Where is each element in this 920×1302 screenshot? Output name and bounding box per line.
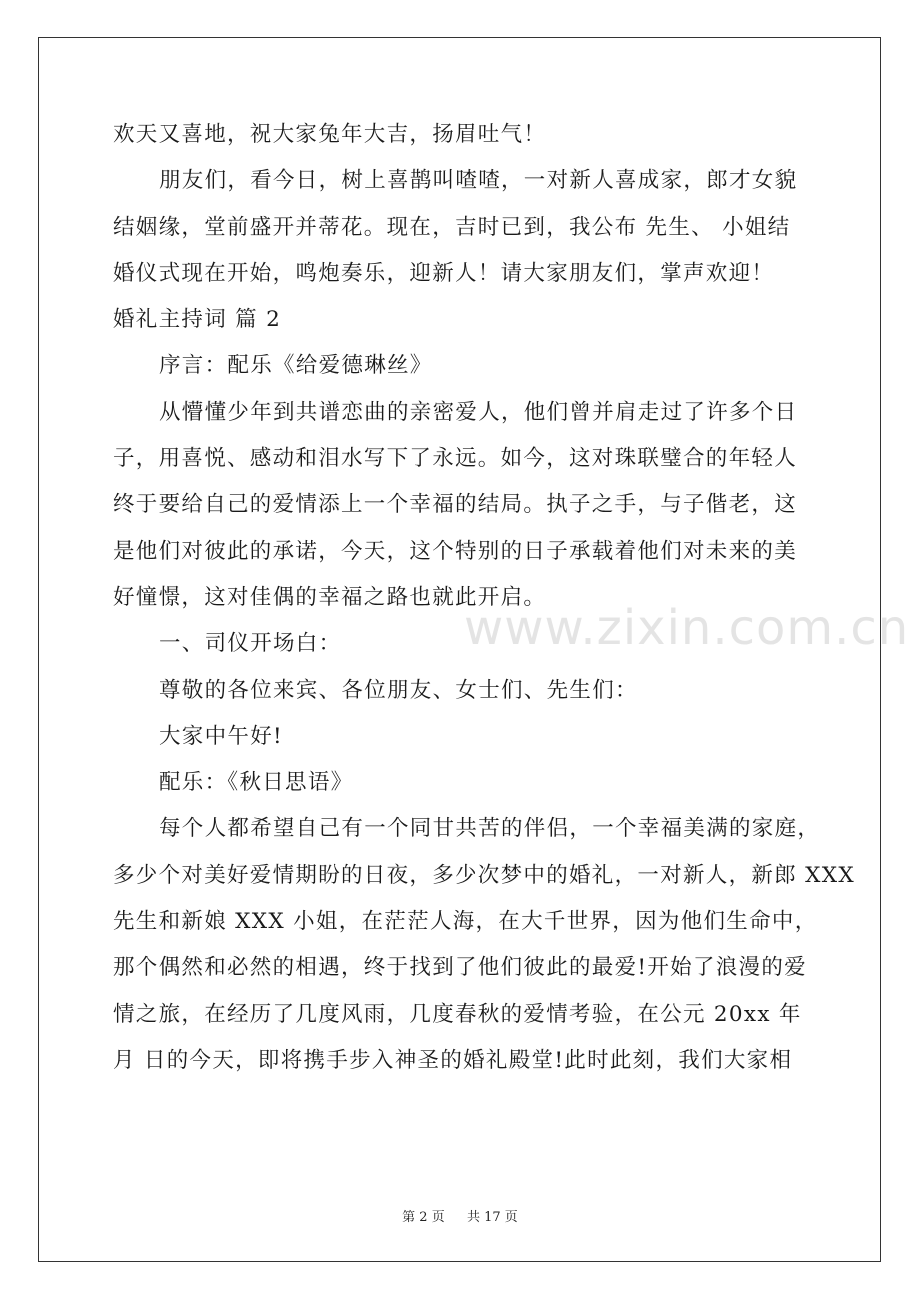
text-line: 好憧憬，这对佳偶的幸福之路也就此开启。 bbox=[113, 584, 547, 610]
text-line: 朋友们，看今日，树上喜鹊叫喳喳，一对新人喜成家，郎才女貌 bbox=[159, 168, 798, 194]
watermark: www.zixin.com.cn bbox=[464, 600, 910, 656]
text-line: 是他们对彼此的承诺，今天，这个特别的日子承载着他们对未来的美 bbox=[113, 538, 798, 564]
text-line: 大家中午好! bbox=[159, 723, 283, 749]
text-line: 婚礼主持词 篇 2 bbox=[113, 307, 282, 333]
text-line: 欢天又喜地，祝大家兔年大吉，扬眉吐气！ bbox=[113, 122, 547, 147]
text-line: 多少个对美好爱情期盼的日夜，多少次梦中的婚礼，一对新人，新郎 XXX bbox=[113, 862, 855, 888]
page-total: 共 17 页 bbox=[467, 1210, 518, 1225]
text-line: 子，用喜悦、感动和泪水写下了永远。如今，这对珠联璧合的年轻人 bbox=[113, 446, 798, 472]
page-number: 第 2 页 bbox=[402, 1210, 445, 1225]
text-line: 一、司仪开场白： bbox=[159, 631, 342, 657]
text-line: 先生和新娘 XXX 小姐，在茫茫人海，在大千世界，因为他们生命中， bbox=[113, 909, 818, 935]
text-line: 那个偶然和必然的相遇，终于找到了他们彼此的最爱!开始了浪漫的爱 bbox=[113, 955, 807, 981]
text-line: 从懵懂少年到共谱恋曲的亲密爱人，他们曾并肩走过了许多个日 bbox=[159, 399, 798, 425]
page-footer bbox=[0, 1206, 920, 1225]
text-line: 序言：配乐《给爱德琳丝》 bbox=[159, 353, 433, 379]
text-line: 月 日的今天，即将携手步入神圣的婚礼殿堂!此时此刻，我们大家相 bbox=[113, 1047, 793, 1073]
text-line: 配乐：《秋日思语》 bbox=[159, 770, 354, 796]
text-line: 每个人都希望自己有一个同甘共苦的伴侣，一个幸福美满的家庭， bbox=[159, 816, 821, 842]
text-line: 尊敬的各位来宾、各位朋友、女士们、先生们： bbox=[159, 677, 638, 703]
document-body bbox=[113, 112, 855, 1084]
text-line: 婚仪式现在开始，鸣炮奏乐，迎新人！请大家朋友们，掌声欢迎！ bbox=[113, 260, 775, 286]
text-line: 终于要给自己的爱情添上一个幸福的结局。执子之手，与子偕老，这 bbox=[113, 492, 798, 518]
text-line: 结姻缘，堂前盛开并蒂花。现在，吉时已到，我公布 先生、 小姐结 bbox=[113, 214, 791, 240]
text-line: 情之旅，在经历了几度风雨，几度春秋的爱情考验，在公元 20xx 年 bbox=[113, 1001, 802, 1027]
